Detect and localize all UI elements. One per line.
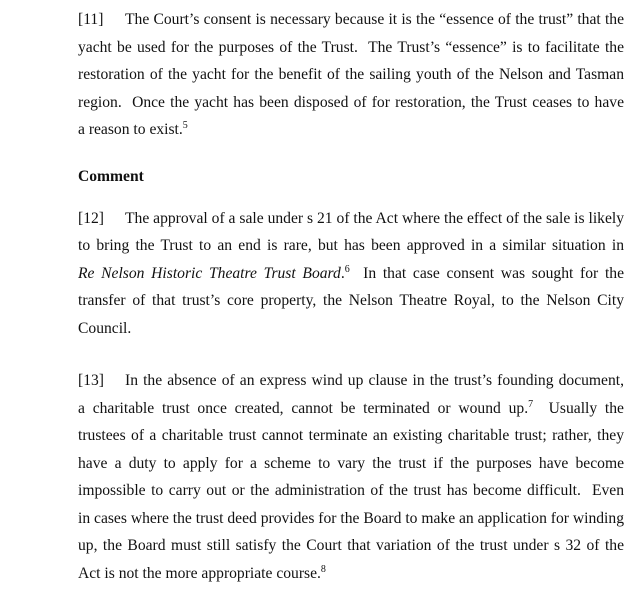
paragraph-line <box>78 34 624 62</box>
paragraph-13 <box>78 367 624 587</box>
paragraph-line <box>78 505 624 533</box>
line-text: restoration of the yacht for the benefit of the sailing youth of the Nelson and Tasman <box>78 66 624 83</box>
paragraph-number: [11] <box>78 11 104 28</box>
line-text: a charitable trust once created, cannot be terminated or wound up. <box>78 399 529 417</box>
line-text: transfer of that trust’s core property, the Nelson Theatre Royal, to the Nelson City <box>78 292 624 309</box>
paragraph-line <box>78 61 624 89</box>
line-text: Usually the <box>533 399 624 417</box>
footnote-ref-7[interactable]: 7 <box>528 398 534 410</box>
footnote-ref-6[interactable]: 6 <box>344 263 350 275</box>
paragraph-line <box>78 450 624 478</box>
paragraph-line <box>78 395 624 423</box>
paragraph-11 <box>78 6 624 144</box>
paragraph-line <box>78 287 624 315</box>
paragraph-line <box>78 6 624 34</box>
section-heading: Comment <box>78 167 144 185</box>
paragraph-line <box>78 560 624 588</box>
paragraph-line <box>78 89 624 117</box>
line-text: The Court’s consent is necessary because it is the “essence of the trust” that the <box>125 11 624 28</box>
footnote-ref-8[interactable]: 8 <box>320 563 326 575</box>
paragraph-number: [13] <box>78 372 104 389</box>
paragraph-number: [12] <box>78 209 104 227</box>
paragraph-line: Re Nelson Historic Theatre Trust Board.$^6$ In that case consent was sought for the <box>78 263 624 282</box>
line-text: region. Once the yacht has been disposed of for restoration, the Trust ceases to have <box>78 93 624 111</box>
line-text: yacht be used for the purposes of the Trust. The Trust’s “essence” is to facilitate the <box>78 38 624 56</box>
line-text: in cases where the trust deed provides for the Board to make an application for winding <box>78 509 624 527</box>
line-text: a reason to exist. <box>78 121 183 138</box>
paragraph-line <box>78 477 624 505</box>
line-text: In that case consent was sought for the <box>349 264 624 282</box>
paragraph-line <box>78 116 624 144</box>
paragraph-line <box>78 532 624 560</box>
case-name: Re Nelson Historic Theatre Trust Board <box>78 264 341 282</box>
paragraph-line <box>78 205 624 233</box>
line-text: In the absence of an express wind up clause in the trust’s founding document, <box>125 372 624 389</box>
line-text: have a duty to apply for a scheme to vary the trust if the purposes have become <box>78 454 624 472</box>
line-text: trustees of a charitable trust cannot terminate an existing charitable trust; rather, they <box>78 427 624 444</box>
paragraph-line <box>78 422 624 450</box>
paragraph-line <box>78 367 624 395</box>
line-text: up, the Board must still satisfy the Court that variation of the trust under s 32 of the <box>78 537 624 554</box>
line-text: Act is not the more appropriate course. <box>78 564 321 582</box>
line-text: impossible to carry out or the administration of the trust has become difficult. Even <box>78 482 624 499</box>
line-text: The approval of a sale under s 21 of the Act where the effect of the sale is likely <box>125 209 624 227</box>
line-text: Council. <box>78 319 132 337</box>
paragraph-line <box>78 232 624 260</box>
document-page <box>78 0 624 587</box>
paragraph-line <box>78 315 624 343</box>
paragraph-12 <box>78 205 624 343</box>
line-text: to bring the Trust to an end is rare, but has been approved in a similar situation in <box>78 237 624 254</box>
footnote-ref-5[interactable]: 5 <box>182 120 188 131</box>
